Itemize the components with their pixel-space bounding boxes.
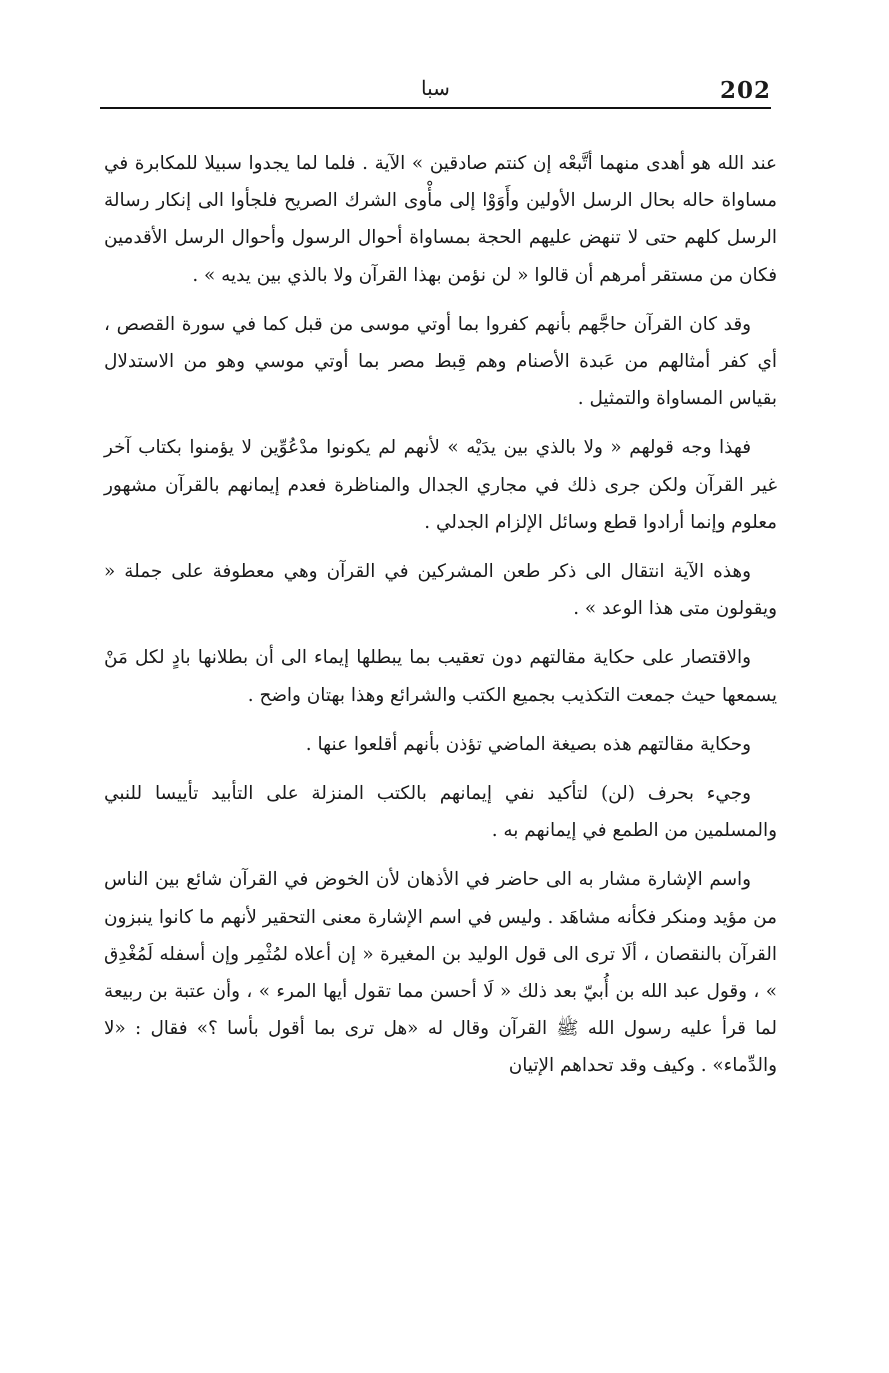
running-head	[100, 64, 771, 104]
paragraph: وجيء بحرف (لن) لتأكيد نفي إيمانهم بالكتب المنزلة على التأبيد تأييسا للنبي والمسلمين من الطمع في إيمانهم به .	[104, 783, 777, 842]
paragraph: والاقتصار على حكاية مقالتهم دون تعقيب بما يبطلها إيماء الى أن بطلانها بادٍ لكل مَنْ يسمعها حيث جمعت التكذيب بجميع الكتب والشرائع وهذا بهتان واضح .	[104, 647, 777, 706]
paragraph: وقد كان القرآن حاجَّهم بأنهم كفروا بما أوتي موسى من قبل كما في سورة القصص ، أي كفر أمثالهم من عَبدة الأصنام وهم قِبط مصر بما أوتي موسي وهو من الاستدلال بقياس المساواة والتمثيل .	[104, 313, 777, 410]
paragraph: عند الله هو أهدى منهما أتَّبعْه إن كنتم صادقين » الآية . فلما لما يجدوا سبيلا للمكابرة في مساواة حاله بحال الرسل الأولين وأَوَوْا إلى مأْوى الشرك الصريح فلجأوا الى إنكار رسالة الرسل كلهم حتى لا تنهض عليهم الحجة بمساواة أحوال الرسول وأحوال الرسل الأقدمين فكان من مستقر أمرهم أن قالوا « لن نؤمن بهذا القرآن ولا بالذي بين يديه » .	[104, 153, 777, 286]
paragraph: واسم الإشارة مشار به الى حاضر في الأذهان لأن الخوض في القرآن شائع بين الناس من مؤيد ومنكر فكأنه مشاهَد . وليس في اسم الإشارة معنى التحقير لأنهم ما كانوا ينبزون القرآن بالنقصان ، ألَا ترى الى قول الوليد بن المغيرة « إن أعلاه لمُثْمِر وإن أسفله لَمُغْدِق » ، وقول عبد الله بن أُبيّ بعد ذلك « لَا أحسن مما تقول أيها المرء » ، وأن عتبة بن ربيعة لما قرأ عليه رسول الله ﷺ القرآن وقال له «هل ترى بما أقول بأسا ؟» فقال : «لا والدِّماء» . وكيف وقد تحداهم الإتيان	[104, 869, 777, 1077]
page-number: 202	[719, 77, 771, 104]
chapter-title: سبا	[421, 76, 450, 100]
paragraph: وهذه الآية انتقال الى ذكر طعن المشركين في القرآن وهي معطوفة على جملة « ويقولون متى هذا الوعد » .	[104, 561, 777, 620]
paragraph: وحكاية مقالتهم هذه بصيغة الماضي تؤذن بأنهم أقلعوا عنها .	[305, 733, 751, 755]
header-rule	[100, 107, 771, 109]
body-text	[104, 145, 777, 1097]
paragraph: فهذا وجه قولهم « ولا بالذي بين يدَيْه » لأنهم لم يكونوا مدْعُوِّين لا يؤمنوا بكتاب آخر غير القرآن ولكن جرى ذلك في مجاري الجدال والمناظرة فعدم إيمانهم بالقرآن مشهور معلوم وإنما أرادوا قطع وسائل الإلزام الجدلي .	[104, 437, 777, 533]
